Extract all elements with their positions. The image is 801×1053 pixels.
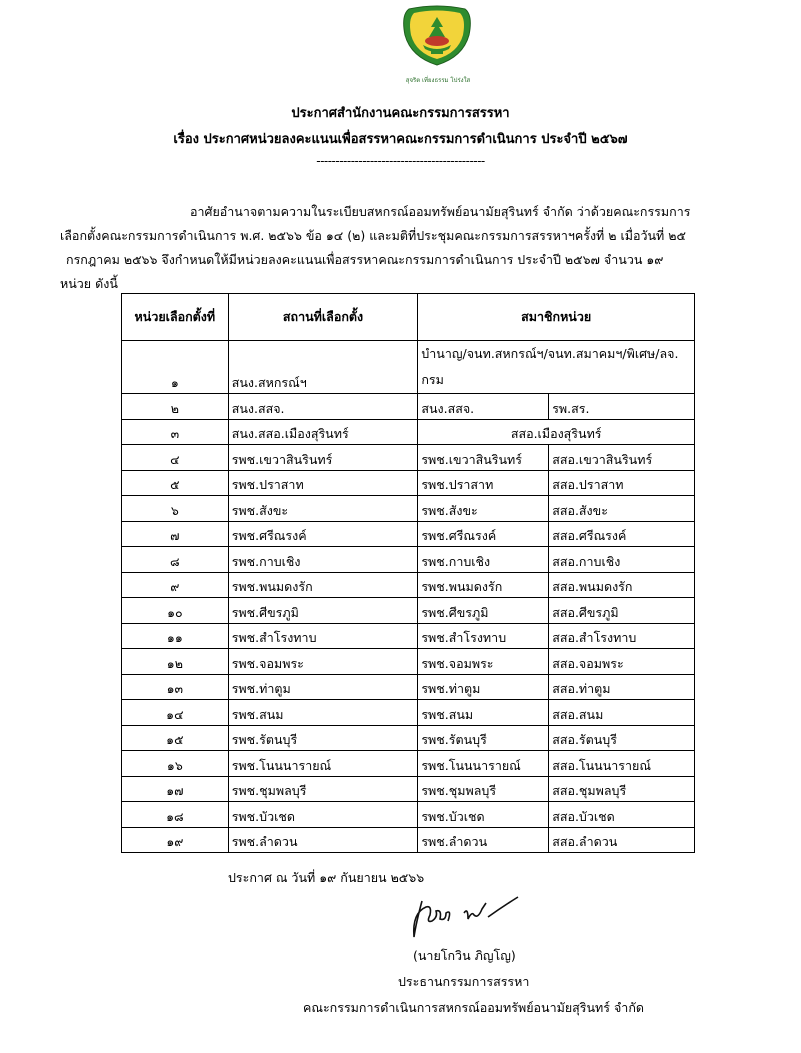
unit-place: รพช.กาบเชิง (228, 547, 418, 573)
unit-place: สนง.สหกรณ์ฯ (228, 341, 418, 394)
signer-position: ประธานกรรมการสรรหา (398, 974, 530, 989)
table-row (122, 547, 695, 573)
unit-member-2: สสอ.สนม (549, 700, 695, 726)
unit-member-1: สนง.สสจ. (418, 394, 549, 420)
unit-member-1: รพช.ท่าตูม (418, 674, 549, 700)
unit-place: รพช.ศีขรภูมิ (228, 598, 418, 624)
logo-caption: สุจริต เที่ยงธรรม โปร่งใส (405, 77, 471, 84)
unit-member-2: สสอ.ชุมพลบุรี (549, 776, 695, 802)
table-row (122, 700, 695, 726)
table-row (122, 598, 695, 624)
unit-no: ๑๓ (122, 674, 229, 700)
unit-member-1: รพช.ศรีณรงค์ (418, 521, 549, 547)
separator: -------------------------------------------- (316, 154, 485, 168)
announcement-subject: เรื่อง ประกาศหน่วยลงคะแนนเพื่อสรรหาคณะกรรมการดำเนินการ ประจำปี ๒๕๖๗ (173, 132, 628, 147)
unit-member-1: รพช.ชุมพลบุรี (418, 776, 549, 802)
unit-member-2: สสอ.รัตนบุรี (549, 725, 695, 751)
table-row (122, 419, 695, 445)
unit-member-1: รพช.ศีขรภูมิ (418, 598, 549, 624)
unit-no: ๑๒ (122, 649, 229, 675)
table-row (122, 341, 695, 394)
table-row (122, 623, 695, 649)
unit-place: รพช.ชุมพลบุรี (228, 776, 418, 802)
table-row (122, 674, 695, 700)
unit-member-2: สสอ.สำโรงทาบ (549, 623, 695, 649)
signer-organization: คณะกรรมการดำเนินการสหกรณ์ออมทรัพย์อนามัยสุรินทร์ จำกัด (303, 1000, 645, 1015)
unit-no: ๑ (122, 341, 229, 394)
unit-no: ๗ (122, 521, 229, 547)
unit-member-2: สสอ.ปราสาท (549, 470, 695, 496)
unit-no: ๑๔ (122, 700, 229, 726)
unit-member-1: รพช.พนมดงรัก (418, 572, 549, 598)
paragraph-line: เลือกตั้งคณะกรรมการดำเนินการ พ.ศ. ๒๕๖๖ ข้อ ๑๔ (๒) และมติที่ประชุมคณะกรรมการสรรหาฯครั้งที่ ๒ เมื่อวันที่ ๒๕ (60, 228, 686, 243)
paragraph-line: หน่วย ดังนี้ (60, 276, 118, 291)
unit-member-2: สสอ.สังขะ (549, 496, 695, 522)
unit-member-1: รพช.ปราสาท (418, 470, 549, 496)
unit-member-2: สสอ.ลำดวน (549, 827, 695, 853)
paragraph-line: อาศัยอำนาจตามความในระเบียบสหกรณ์ออมทรัพย์อนามัยสุรินทร์ จำกัด ว่าด้วยคณะกรรมการ (190, 204, 691, 219)
unit-place: รพช.ศรีณรงค์ (228, 521, 418, 547)
table-row (122, 725, 695, 751)
unit-member-1: รพช.เขวาสินรินทร์ (418, 445, 549, 471)
unit-place: รพช.บัวเชด (228, 802, 418, 828)
unit-no: ๒ (122, 394, 229, 420)
signer-name: (นายโกวิน ภิญโญ) (413, 948, 516, 963)
unit-no: ๑๙ (122, 827, 229, 853)
unit-member-2: สสอ.เขวาสินรินทร์ (549, 445, 695, 471)
table-row (122, 470, 695, 496)
unit-place: รพช.พนมดงรัก (228, 572, 418, 598)
unit-member-1: รพช.ลำดวน (418, 827, 549, 853)
unit-member-1: รพช.รัตนบุรี (418, 725, 549, 751)
unit-no: ๖ (122, 496, 229, 522)
unit-no: ๑๑ (122, 623, 229, 649)
unit-place: รพช.เขวาสินรินทร์ (228, 445, 418, 471)
table-row (122, 827, 695, 853)
members-line: บำนาญ/จนท.สหกรณ์ฯ/จนท.สมาคมฯ/พิเศษ/ลจ. (421, 346, 679, 361)
unit-place: รพช.โนนนารายณ์ (228, 751, 418, 777)
unit-member-2: สสอ.ศีขรภูมิ (549, 598, 695, 624)
table-row (122, 496, 695, 522)
unit-member-2: สสอ.พนมดงรัก (549, 572, 695, 598)
table-row (122, 802, 695, 828)
unit-place: รพช.ปราสาท (228, 470, 418, 496)
polling-units-table (121, 293, 695, 853)
unit-place: รพช.สังขะ (228, 496, 418, 522)
unit-no: ๓ (122, 419, 229, 445)
unit-member-1: รพช.สำโรงทาบ (418, 623, 549, 649)
cooperative-logo (401, 5, 473, 67)
unit-member-2: สสอ.ศรีณรงค์ (549, 521, 695, 547)
unit-no: ๑๗ (122, 776, 229, 802)
unit-member-1: รพช.กาบเชิง (418, 547, 549, 573)
unit-no: ๘ (122, 547, 229, 573)
unit-no: ๕ (122, 470, 229, 496)
unit-place: รพช.ลำดวน (228, 827, 418, 853)
table-row (122, 751, 695, 777)
unit-members (418, 341, 695, 394)
unit-member-2: สสอ.กาบเชิง (549, 547, 695, 573)
unit-place: รพช.สนม (228, 700, 418, 726)
unit-member-2: สสอ.บัวเชด (549, 802, 695, 828)
signature (402, 893, 522, 941)
unit-no: ๑๕ (122, 725, 229, 751)
unit-no: ๙ (122, 572, 229, 598)
unit-no: ๑๖ (122, 751, 229, 777)
announced-date: ประกาศ ณ วันที่ ๑๙ กันยายน ๒๕๖๖ (228, 870, 425, 885)
table-header-row (122, 294, 695, 341)
members-line: กรม (421, 372, 444, 387)
table-row (122, 572, 695, 598)
unit-member-1: รพช.จอมพระ (418, 649, 549, 675)
paragraph-line: กรกฎาคม ๒๕๖๖ จึงกำหนดให้มีหน่วยลงคะแนนเพื่อสรรหาคณะกรรมการดำเนินการ ประจำปี ๒๕๖๗ จำนวน ๑๙ (66, 252, 664, 267)
unit-member-2: สสอ.โนนนารายณ์ (549, 751, 695, 777)
unit-member-2: สสอ.จอมพระ (549, 649, 695, 675)
announcement-title: ประกาศสำนักงานคณะกรรมการสรรหา (291, 106, 510, 121)
unit-place: รพช.ท่าตูม (228, 674, 418, 700)
unit-member-1: รพช.บัวเชด (418, 802, 549, 828)
unit-member-1: รพช.สังขะ (418, 496, 549, 522)
header-unit-no: หน่วยเลือกตั้งที่ (122, 294, 229, 341)
unit-place: รพช.สำโรงทาบ (228, 623, 418, 649)
unit-member-2: รพ.สร. (549, 394, 695, 420)
table-row (122, 445, 695, 471)
unit-member-2: สสอ.ท่าตูม (549, 674, 695, 700)
table-row (122, 776, 695, 802)
unit-place: รพช.จอมพระ (228, 649, 418, 675)
unit-no: ๔ (122, 445, 229, 471)
header-place: สถานที่เลือกตั้ง (228, 294, 418, 341)
unit-members: สสอ.เมืองสุรินทร์ (418, 419, 695, 445)
header-members: สมาชิกหน่วย (418, 294, 695, 341)
unit-place: สนง.สสอ.เมืองสุรินทร์ (228, 419, 418, 445)
unit-no: ๑๘ (122, 802, 229, 828)
unit-member-1: รพช.สนม (418, 700, 549, 726)
table-row (122, 649, 695, 675)
table-row (122, 521, 695, 547)
unit-no: ๑๐ (122, 598, 229, 624)
unit-place: รพช.รัตนบุรี (228, 725, 418, 751)
table-row (122, 394, 695, 420)
unit-place: สนง.สสจ. (228, 394, 418, 420)
unit-member-1: รพช.โนนนารายณ์ (418, 751, 549, 777)
